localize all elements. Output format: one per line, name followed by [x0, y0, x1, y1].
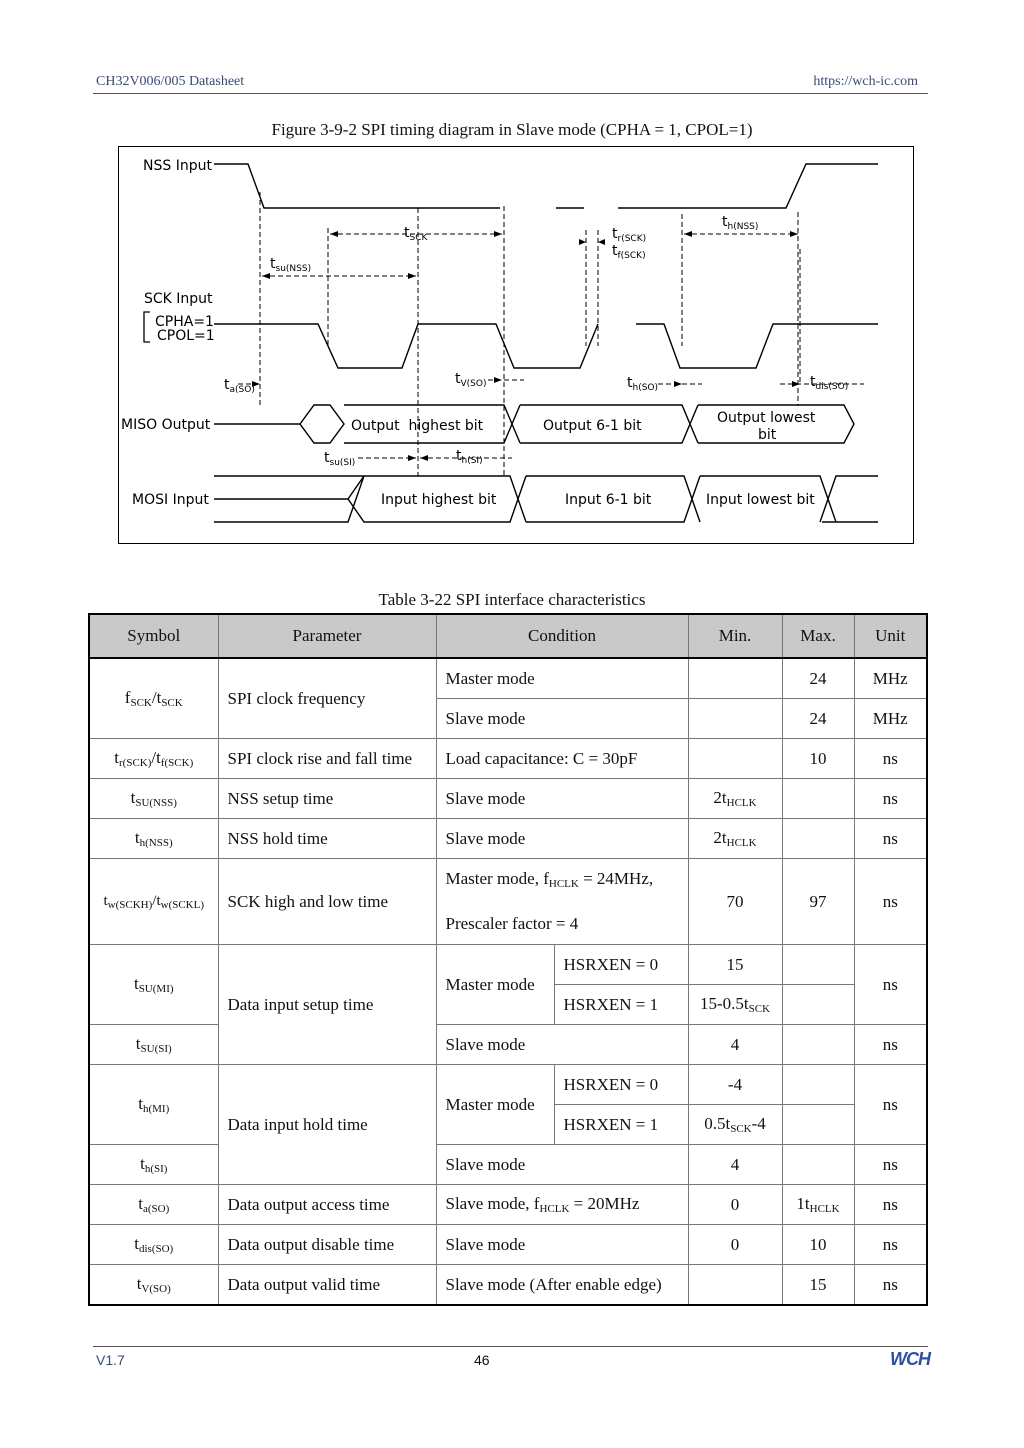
min-cell: $2t_{HCLK}$ [688, 779, 782, 819]
unit-cell: ns [854, 859, 927, 945]
condition-cell: Slave mode [436, 819, 688, 859]
figure-title: Figure 3-9-2 SPI timing diagram in Slave mode (CPHA = 1, CPOL=1) [271, 120, 753, 139]
page-header-right[interactable]: https://wch-ic.com [813, 74, 918, 89]
symbol-cell: $t_{h(SI)}$ [89, 1145, 218, 1185]
table-row [89, 1185, 927, 1225]
footer-version: V1.7 [96, 1352, 125, 1368]
max-cell: $1t_{HCLK}$ [782, 1185, 854, 1225]
miso-lowest-bit-label-2: bit [758, 427, 777, 443]
max-cell: 15 [782, 1265, 854, 1306]
symbol-cell: $t_{SU(SI)}$ [89, 1025, 218, 1065]
unit-cell: ns [854, 1185, 927, 1225]
unit-cell: MHz [854, 699, 927, 739]
min-cell [688, 658, 782, 699]
page-header-left: CH32V006/005 Datasheet [96, 74, 245, 89]
max-cell [782, 819, 854, 859]
parameter-cell: NSS hold time [218, 819, 436, 859]
symbol-cell: $t_{SU(MI)}$ [89, 945, 218, 1025]
max-cell: 24 [782, 658, 854, 699]
table-row [89, 739, 927, 779]
table-row [89, 945, 927, 985]
ta-so-label: $t_{a(SO)}$ [224, 377, 255, 395]
miso-highest-bit-label: Output highest bit [351, 418, 484, 434]
symbol-cell: $t_{dis(SO)}$ [89, 1225, 218, 1265]
condition-cell: Slave mode [436, 779, 688, 819]
cpol-label: CPOL=1 [157, 328, 215, 344]
parameter-cell: Data input hold time [218, 1065, 436, 1185]
table-row [89, 779, 927, 819]
footer-page-number: 46 [474, 1352, 490, 1368]
symbol-cell: $t_{V(SO)}$ [89, 1265, 218, 1306]
condition-cell: Slave mode [436, 1025, 688, 1065]
max-cell: 24 [782, 699, 854, 739]
unit-cell: ns [854, 1265, 927, 1306]
min-cell: $0.5t_{SCK}-4$ [688, 1105, 782, 1145]
min-cell: 4 [688, 1025, 782, 1065]
condition-cell: Master mode [436, 658, 688, 699]
condition-cell: Master mode [436, 945, 554, 1025]
unit-cell: ns [854, 1145, 927, 1185]
th-so-label: $t_{h(SO)}$ [627, 375, 659, 393]
condition-cell: Load capacitance: C = 30pF [436, 739, 688, 779]
header-rule [93, 93, 928, 94]
mosi-lowest-bit-label: Input lowest bit [706, 492, 815, 508]
table-row [89, 1225, 927, 1265]
tsu-si-label: $t_{su(SI)}$ [324, 450, 356, 468]
max-cell [782, 1065, 854, 1105]
th-nss-label: $t_{h(NSS)}$ [722, 214, 759, 232]
unit-cell: ns [854, 945, 927, 1025]
table-header-row [89, 614, 927, 658]
table-row [89, 658, 927, 699]
max-cell: 97 [782, 859, 854, 945]
subcondition-cell: HSRXEN = 0 [554, 1065, 688, 1105]
miso-lowest-bit-label-1: Output lowest [717, 410, 816, 426]
header-parameter: Parameter [218, 614, 436, 658]
parameter-cell: NSS setup time [218, 779, 436, 819]
tf-sck-label: $t_{f(SCK)}$ [612, 243, 646, 261]
max-cell [782, 945, 854, 985]
unit-cell: ns [854, 1065, 927, 1145]
max-cell: 10 [782, 739, 854, 779]
min-cell: 4 [688, 1145, 782, 1185]
condition-cell: Master mode [436, 1065, 554, 1145]
parameter-cell: Data output valid time [218, 1265, 436, 1306]
miso-6-1-bit-label: Output 6-1 bit [543, 418, 642, 434]
table-row [89, 1025, 927, 1065]
mode-bracket [144, 312, 150, 342]
symbol-cell: $t_{r(SCK)}/t_{f(SCK)}$ [89, 739, 218, 779]
unit-cell: MHz [854, 658, 927, 699]
miso-signal-label: MISO Output [121, 417, 211, 433]
min-cell [688, 1265, 782, 1306]
max-cell: 10 [782, 1225, 854, 1265]
nss-signal-label: NSS Input [143, 158, 212, 174]
min-cell: $2t_{HCLK}$ [688, 819, 782, 859]
tv-so-label: $t_{V(SO)}$ [455, 371, 487, 389]
tdis-so-label: $t_{dis(SO)}$ [810, 374, 849, 392]
cpha-label: CPHA=1 [155, 314, 214, 330]
max-cell [782, 779, 854, 819]
parameter-cell: Data input setup time [218, 945, 436, 1065]
condition-line-2: Prescaler factor = 4 [445, 914, 579, 933]
unit-cell: ns [854, 779, 927, 819]
sck-waveform [214, 324, 878, 368]
spi-timing-diagram [118, 146, 914, 546]
condition-cell: Slave mode (After enable edge) [436, 1265, 688, 1306]
unit-cell: ns [854, 1225, 927, 1265]
footer-rule [93, 1346, 928, 1347]
table-row [89, 1145, 927, 1185]
sck-signal-label: SCK Input [144, 291, 213, 307]
table-row [89, 859, 927, 945]
header-min: Min. [688, 614, 782, 658]
unit-cell: ns [854, 1025, 927, 1065]
table-row [89, 819, 927, 859]
symbol-cell: $t_{w(SCKH)}/t_{w(SCKL)}$ [89, 859, 218, 945]
min-cell: 0 [688, 1185, 782, 1225]
min-cell: 0 [688, 1225, 782, 1265]
min-cell [688, 739, 782, 779]
condition-line-1: Master mode, $f_{HCLK} = 24MHz$, [445, 869, 654, 890]
subcondition-cell: HSRXEN = 1 [554, 1105, 688, 1145]
max-cell [782, 1145, 854, 1185]
header-unit: Unit [854, 614, 927, 658]
symbol-cell: $t_{SU(NSS)}$ [89, 779, 218, 819]
mosi-highest-bit-label: Input highest bit [381, 492, 497, 508]
mosi-6-1-bit-label: Input 6-1 bit [565, 492, 652, 508]
table-row [89, 1065, 927, 1105]
spi-characteristics-table [88, 613, 928, 1306]
max-cell [782, 985, 854, 1025]
th-si-label: $t_{h(SI)}$ [456, 448, 483, 466]
condition-cell: Slave mode [436, 1145, 688, 1185]
unit-cell: ns [854, 739, 927, 779]
subcondition-cell: HSRXEN = 1 [554, 985, 688, 1025]
parameter-cell: SCK high and low time [218, 859, 436, 945]
table-row [89, 1265, 927, 1306]
condition-cell: Slave mode [436, 1225, 688, 1265]
symbol-cell: $t_{h(NSS)}$ [89, 819, 218, 859]
max-cell [782, 1105, 854, 1145]
parameter-cell: Data output disable time [218, 1225, 436, 1265]
parameter-cell: SPI clock rise and fall time [218, 739, 436, 779]
parameter-cell: Data output access time [218, 1185, 436, 1225]
nss-waveform [214, 164, 878, 208]
symbol-cell: $t_{h(MI)}$ [89, 1065, 218, 1145]
wch-logo: WCH [890, 1349, 930, 1369]
min-cell: $15-0.5t_{SCK}$ [688, 985, 782, 1025]
header-condition: Condition [436, 614, 688, 658]
parameter-cell: SPI clock frequency [218, 658, 436, 739]
min-cell [688, 699, 782, 739]
header-max: Max. [782, 614, 854, 658]
mosi-signal-label: MOSI Input [132, 492, 209, 508]
tsck-label: $t_{SCK}$ [404, 225, 428, 243]
subcondition-cell: HSRXEN = 0 [554, 945, 688, 985]
symbol-cell: $f_{SCK}/t_{SCK}$ [89, 658, 218, 739]
max-cell [782, 1025, 854, 1065]
condition-cell: Slave mode [436, 699, 688, 739]
min-cell: 70 [688, 859, 782, 945]
condition-cell: Slave mode, $f_{HCLK} = 20MHz$ [436, 1185, 688, 1225]
symbol-cell: $t_{a(SO)}$ [89, 1185, 218, 1225]
condition-cell [436, 859, 688, 945]
tr-sck-label: $t_{r(SCK)}$ [612, 226, 647, 244]
min-cell: -4 [688, 1065, 782, 1105]
tsu-nss-label: $t_{su(NSS)}$ [270, 256, 312, 274]
unit-cell: ns [854, 819, 927, 859]
min-cell: 15 [688, 945, 782, 985]
header-symbol: Symbol [89, 614, 218, 658]
table-title: Table 3-22 SPI interface characteristics [378, 590, 646, 609]
